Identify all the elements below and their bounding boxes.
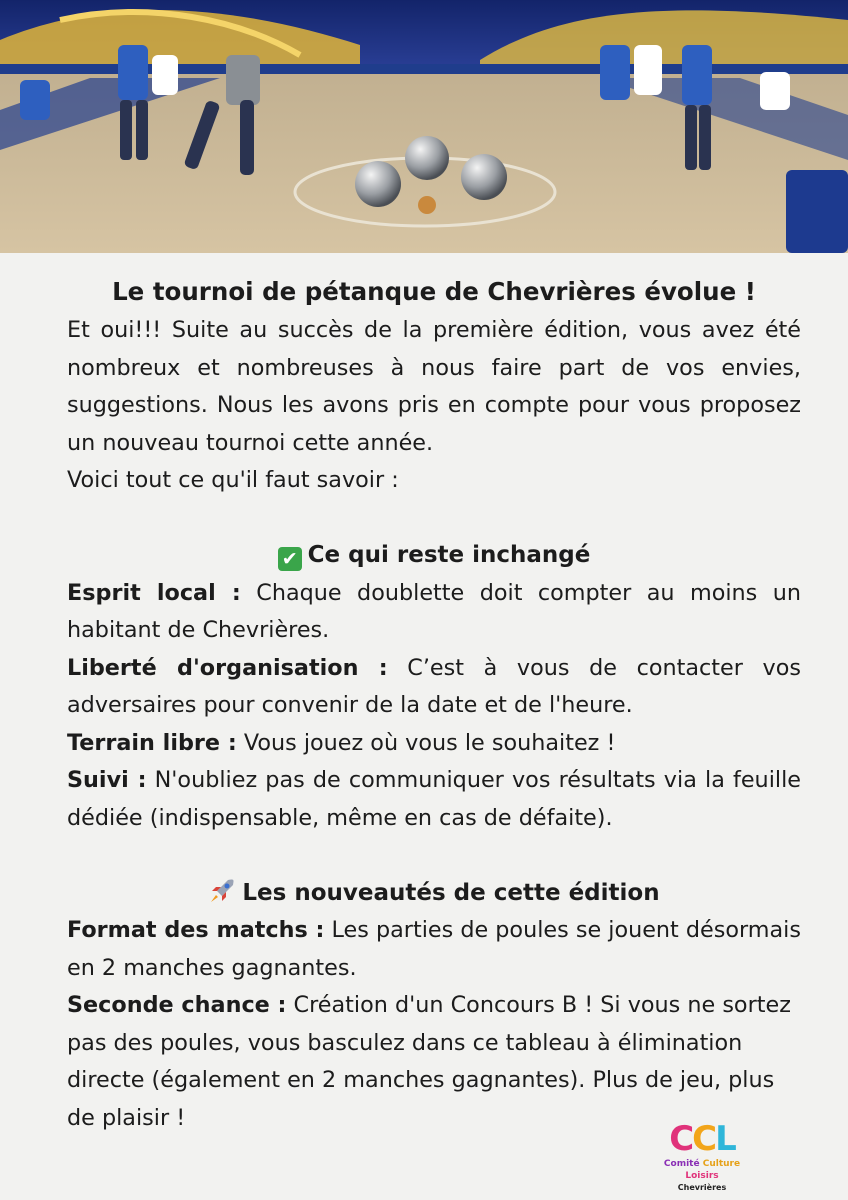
intro-paragraph: Et oui!!! Suite au succès de la première édition, vous avez été nombreux et nombreuses à nous faire part de vos envies, suggestions. Nous les avons pris en compte pour vous proposez un nouveau tournoi cette année. [67, 317, 801, 456]
main-content [67, 262, 801, 1137]
list-item [67, 650, 801, 725]
list-item [67, 762, 801, 837]
logo-word: Loisirs [685, 1171, 719, 1181]
page-title: Le tournoi de pétanque de Chevrières évolue ! [112, 277, 756, 306]
logo-word: Culture [702, 1159, 741, 1169]
check-mark-icon: ✔ [278, 547, 302, 571]
section-heading-unchanged [67, 537, 801, 575]
item-text: Vous jouez où vous le souhaitez ! [236, 729, 616, 756]
logo-letter: C [669, 1119, 693, 1159]
logo-letter: C [692, 1119, 716, 1159]
list-item [67, 912, 801, 987]
logo-town: Chevrières [677, 1183, 727, 1192]
ccl-logo [648, 1120, 756, 1190]
logo-letters [648, 1120, 756, 1158]
item-text: Création d'un Concours B ! Si vous ne sortez pas des poules, vous basculez dans ce tableau à élimination directe (également en 2 manches gagnantes). Plus de jeu, plus de plaisir ! [67, 992, 791, 1131]
hero-image [0, 0, 848, 253]
list-item [67, 575, 801, 650]
item-label: Liberté d'organisation : [67, 654, 388, 681]
item-text: N'oubliez pas de communiquer vos résultats via la feuille dédiée (indispensable, même en cas de défaite). [67, 767, 801, 831]
section-heading-new [67, 875, 801, 913]
item-text: Chaque doublette doit compter au moins un habitant de Chevrières. [67, 579, 801, 643]
item-label: Suivi : [67, 767, 147, 793]
petanque-photo-icon [0, 0, 848, 253]
intro-line: Voici tout ce qu'il faut savoir : [67, 467, 399, 493]
rocket-icon [208, 877, 236, 905]
spacer [67, 500, 801, 538]
logo-letter: L [715, 1119, 735, 1159]
spacer [67, 837, 801, 875]
logo-tagline [648, 1158, 756, 1182]
item-label: Seconde chance : [67, 992, 287, 1018]
list-item [67, 725, 801, 763]
section-heading-label: Les nouveautés de cette édition [242, 879, 660, 906]
list-item [67, 987, 801, 1137]
item-label: Format des matchs : [67, 917, 325, 943]
item-label: Esprit local : [67, 579, 241, 606]
logo-word: Comité [663, 1159, 700, 1169]
item-text: C’est à vous de contacter vos adversaires pour convenir de la date et de l'heure. [67, 654, 801, 718]
item-label: Terrain libre : [67, 729, 237, 756]
item-text: Les parties de poules se jouent désormais en 2 manches gagnantes. [67, 917, 801, 981]
section-heading-label: Ce qui reste inchangé [307, 542, 591, 568]
